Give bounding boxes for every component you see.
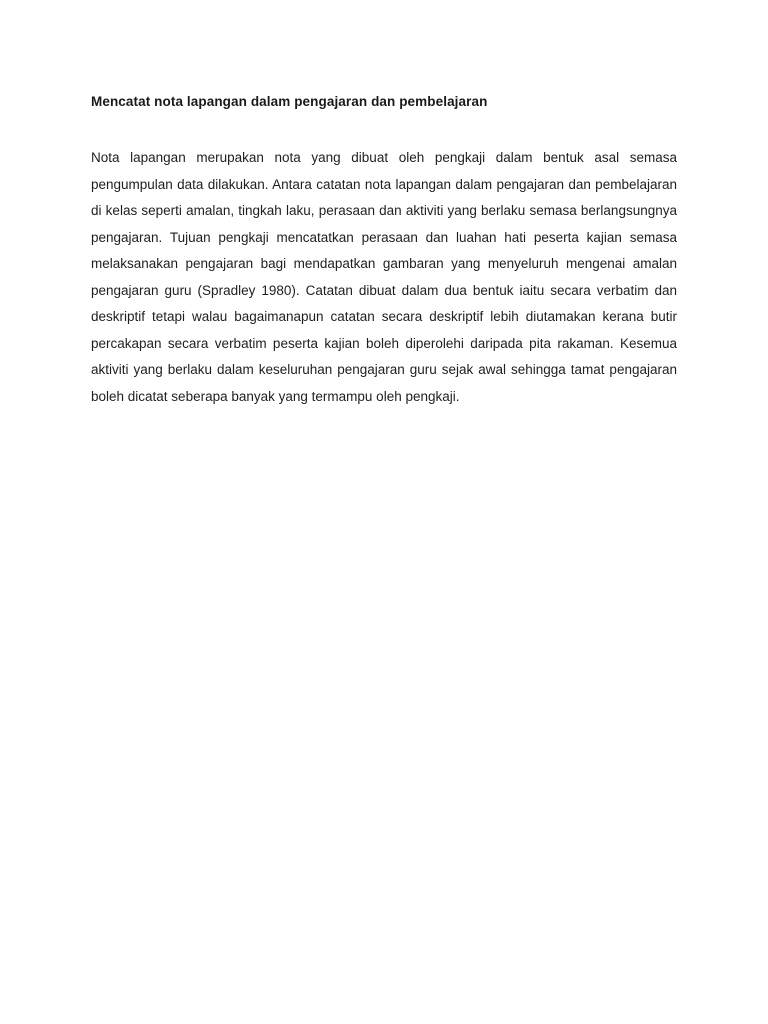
- document-content: [91, 92, 677, 410]
- body-paragraph: Nota lapangan merupakan nota yang dibuat oleh pengkaji dalam bentuk asal semasa pengumpulan data dilakukan. Antara catatan nota lapangan dalam pengajaran dan pembelajaran di kelas seperti amalan, tingkah laku, perasaan dan aktiviti yang berlaku semasa berlangsungnya pengajaran. Tujuan pengkaji mencatatkan perasaan dan luahan hati peserta kajian semasa melaksanakan pengajaran bagi mendapatkan gambaran yang menyeluruh mengenai amalan pengajaran guru (Spradley 1980). Catatan dibuat dalam dua bentuk iaitu secara verbatim dan deskriptif tetapi walau bagaimanapun catatan secara deskriptif lebih diutamakan kerana butir percakapan secara verbatim peserta kajian boleh diperolehi daripada pita rakaman. Kesemua aktiviti yang berlaku dalam keseluruhan pengajaran guru sejak awal sehingga tamat pengajaran boleh dicatat seberapa banyak yang termampu oleh pengkaji.: [91, 150, 677, 404]
- document-title: Mencatat nota lapangan dalam pengajaran dan pembelajaran: [91, 94, 488, 109]
